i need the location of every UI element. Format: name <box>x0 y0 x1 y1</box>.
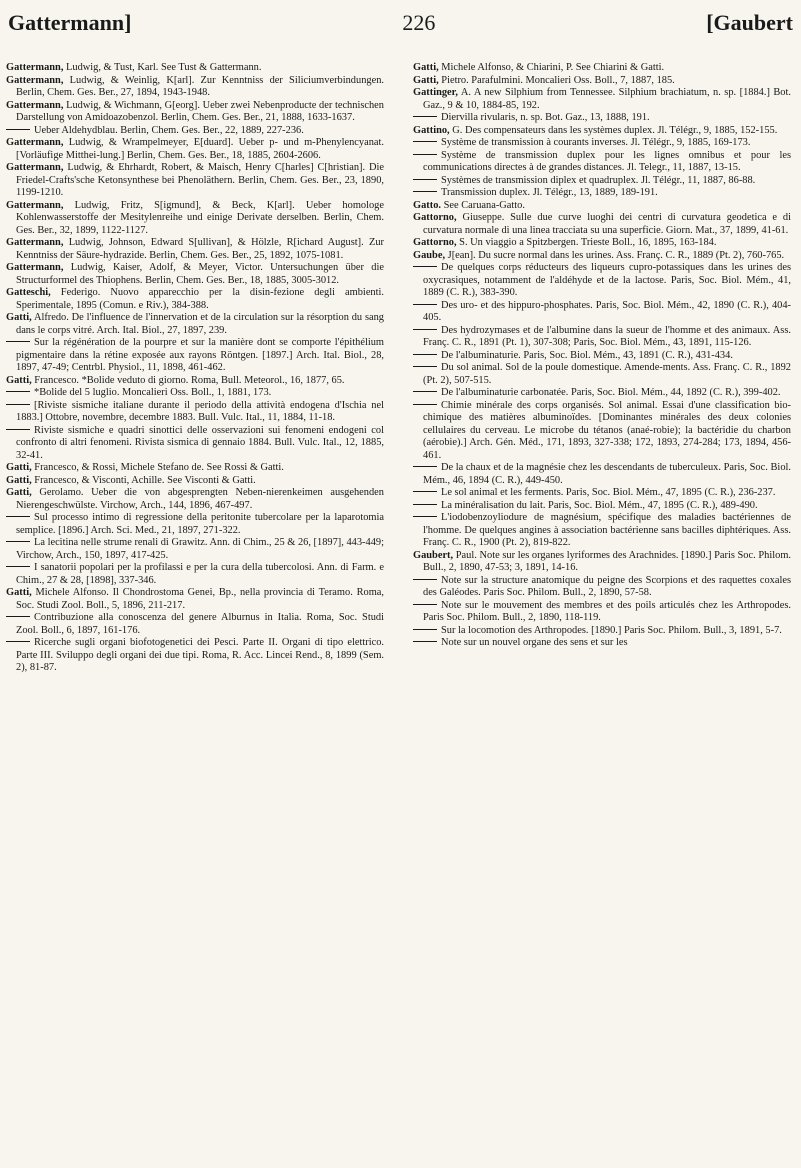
entry-text: L'iodobenzoyliodure de magnésium, spécifique des maladies bactériennes de l'homme. De quelques angines à association bactérienne sans bacilles diphtériques. Ass. Franç. C. R., 1900 (Pt. 2), 819-822. <box>423 512 791 548</box>
entry-author: Gattorno, <box>413 212 457 223</box>
entry-text: Sur la locomotion des Arthropodes. [1890.] Paris Soc. Philom. Bull., 3, 1891, 5-7. <box>441 624 782 636</box>
entry-author: Gatto. <box>413 199 441 211</box>
ditto-dash <box>413 466 437 467</box>
entry-text: Ueber Aldehydblau. Berlin, Chem. Ges. Ber., 22, 1889, 227-236. <box>34 124 304 136</box>
entry-text: Francesco. *Bolide veduto di giorno. Roma, Bull. Meteorol., 16, 1877, 65. <box>31 374 345 386</box>
bibliography-entry <box>6 537 384 562</box>
entry-text: Ludwig, Kaiser, Adolf, & Meyer, Victor. Untersuchungen über die Structurformel des Thiophens. Berlin, Chem. Ges. Ber., 18, 1885, 3005-3012. <box>16 262 384 286</box>
bibliography-entry <box>6 612 384 637</box>
entry-text: J[ean]. Du sucre normal dans les urines. Ass. Franç. C. R., 1889 (Pt. 2), 760-765. <box>445 249 785 261</box>
ditto-dash <box>413 516 437 517</box>
bibliography-entry <box>413 500 791 513</box>
ditto-dash <box>413 579 437 580</box>
entry-text: G. Des compensateurs dans les systèmes duplex. Jl. Télégr., 9, 1885, 152-155. <box>449 124 778 136</box>
bibliography-entry <box>6 312 384 337</box>
page-header <box>8 10 793 40</box>
ditto-dash <box>413 391 437 392</box>
entry-text: Ricerche sugli organi biofotogenetici dei Pesci. Parte II. Organi di tipo elettrico. Parte III. Sviluppo degli organi dei due tipi. Roma, R. Acc. Lincei Rend., 8, 1899 (Sem. 2), 81-87. <box>16 637 384 673</box>
entry-text: Transmission duplex. Jl. Télégr., 13, 1889, 189-191. <box>441 187 658 198</box>
bibliography-entry <box>413 350 791 363</box>
ditto-dash <box>413 629 437 630</box>
entry-author: Gatti, <box>413 62 439 73</box>
entry-text: Ludwig, & Weinlig, K[arl]. Zur Kenntniss der Siliciumverbindungen. Berlin, Chem. Ges. Ber., 27, 1894, 1943-1948. <box>16 74 384 98</box>
entry-text: Ludwig, Fritz, S[igmund], & Beck, K[arl]. Ueber homologe Kohlenwasserstoffe der Mesitylenreihe und einige Derivate derselben. Berlin, Chem. Ges. Ber., 32, 1899, 1122-1127. <box>16 199 384 236</box>
entry-text: De l'albuminaturie carbonatée. Paris, Soc. Biol. Mém., 44, 1892 (C. R.), 399-402. <box>441 387 781 398</box>
ditto-dash <box>6 391 30 392</box>
entry-text: De quelques corps réducteurs des liqueurs cupro-potassiques dans les urines des oxycrasiques, notamment de l'aldéhyde et de la lactose. Paris, Soc. Biol. Mém., 41, 1889 (C. R.), 383-390. <box>423 262 791 298</box>
ditto-dash <box>413 304 437 305</box>
entry-author: Gattermann, <box>6 237 64 248</box>
ditto-dash <box>413 154 437 155</box>
entry-text: S. Un viaggio a Spitzbergen. Trieste Boll., 16, 1895, 163-184. <box>456 237 717 248</box>
bibliography-entry <box>413 237 791 250</box>
bibliography-entry <box>413 512 791 550</box>
bibliography-entry <box>413 325 791 350</box>
entry-text: Systèmes de transmission diplex et quadruplex. Jl. Télégr., 11, 1887, 86-88. <box>441 174 756 186</box>
ditto-dash <box>6 341 30 342</box>
entry-text: Note sur le mouvement des membres et des poils articulés chez les Arthropodes. Paris Soc. Philom. Bull., 2, 1890, 118-119. <box>423 599 791 623</box>
entry-text: Francesco, & Rossi, Michele Stefano de. See Rossi & Gatti. <box>31 462 284 473</box>
header-right: [Gaubert <box>706 10 793 35</box>
bibliography-entry <box>413 87 791 112</box>
ditto-dash <box>413 179 437 180</box>
bibliography-entry <box>413 462 791 487</box>
entry-author: Gatti, <box>413 74 439 86</box>
entry-text: See Caruana-Gatto. <box>441 199 525 211</box>
bibliography-entry <box>6 137 384 162</box>
right-column <box>413 62 791 650</box>
bibliography-entry <box>6 200 384 238</box>
entry-text: Ludwig, & Ehrhardt, Robert, & Maisch, Henry C[harles] C[hristian]. Die Friedel-Crafts'sche Ketonsynthese bei Phenoläthern. Berlin, Chem. Ges. Ber., 23, 1890, 1199-1210. <box>16 162 384 198</box>
bibliography-entry <box>6 462 384 475</box>
ditto-dash <box>6 404 30 405</box>
entry-text: Pietro. Parafulmini. Moncalieri Oss. Boll., 7, 1887, 185. <box>438 74 675 86</box>
entry-text: Note sur un nouvel organe des sens et sur les <box>441 637 628 648</box>
bibliography-entry <box>6 425 384 463</box>
bibliography-entry <box>6 512 384 537</box>
bibliography-entry <box>413 487 791 500</box>
bibliography-entry <box>6 75 384 100</box>
ditto-dash <box>413 116 437 117</box>
ditto-dash <box>6 541 30 542</box>
bibliography-entry <box>413 175 791 188</box>
bibliography-entry <box>413 62 791 75</box>
header-left: Gattermann] <box>8 10 132 35</box>
entry-author: Gattermann, <box>6 162 64 173</box>
ditto-dash <box>413 404 437 405</box>
bibliography-entry <box>413 575 791 600</box>
ditto-dash <box>413 354 437 355</box>
bibliography-entry <box>6 62 384 75</box>
bibliography-entry <box>413 600 791 625</box>
bibliography-entry <box>6 637 384 675</box>
entry-author: Gattinger, <box>413 87 458 98</box>
entry-text: La lecitina nelle strume renali di Grawitz. Ann. di Chim., 25 & 26, [1897], 443-449; Virchow, Arch., 150, 1897, 417-425. <box>16 537 384 561</box>
entry-text: Contribuzione alla conoscenza del genere Alburnus in Italia. Roma, Soc. Studi Zool. Boll., 6, 1897, 161-176. <box>16 612 384 636</box>
bibliography-entry <box>6 125 384 138</box>
entry-text: Federigo. Nuovo apparecchio per la disin-fezione degli ambienti. Sperimentale, 1895 (Comun. e Riv.), 384-388. <box>16 287 384 311</box>
entry-text: De la chaux et de la magnésie chez les descendants de tuberculeux. Paris, Soc. Biol. Mém., 46, 1894 (C. R.), 449-450. <box>423 462 791 486</box>
entry-text: De l'albuminaturie. Paris, Soc. Biol. Mém., 43, 1891 (C. R.), 431-434. <box>441 349 733 361</box>
bibliography-entry <box>413 387 791 400</box>
bibliography-entry <box>6 237 384 262</box>
bibliography-entry <box>413 300 791 325</box>
entry-text: Ludwig, & Wichmann, G[eorg]. Ueber zwei Nebenproducte der technischen Darstellung von Amidoazobenzol. Berlin, Chem. Ges. Ber., 21, 1888, 1633-1637. <box>16 99 384 123</box>
entry-text: Paul. Note sur les organes lyriformes des Arachnides. [1890.] Paris Soc. Philom. Bull., 2, 1890, 47-53; 3, 1891, 14-16. <box>423 549 791 573</box>
bibliography-entry <box>413 400 791 463</box>
left-column <box>6 62 384 675</box>
entry-text: Ludwig, Johnson, Edward S[ullivan], & Hölzle, R[ichard August]. Zur Kenntniss der Säure-hydrazide. Berlin, Chem. Ges. Ber., 25, 1892, 1075-1081. <box>16 237 384 261</box>
entry-author: Gatteschi, <box>6 287 51 298</box>
entry-text: Des hydrozymases et de l'albumine dans la sueur de l'homme et des animaux. Ass. Franç. C. R., 1891 (Pt. 1), 307-308; Paris, Soc. Biol. Mém., 43, 1891, 115-126. <box>423 324 791 348</box>
entry-text: Michele Alfonso, & Chiarini, P. See Chiarini & Gatti. <box>438 62 665 73</box>
bibliography-entry <box>413 187 791 200</box>
bibliography-entry <box>413 637 791 650</box>
ditto-dash <box>6 616 30 617</box>
ditto-dash <box>413 366 437 367</box>
bibliography-entry <box>413 262 791 300</box>
ditto-dash <box>6 129 30 130</box>
bibliography-entry <box>413 137 791 150</box>
bibliography-entry <box>6 400 384 425</box>
entry-text: Giuseppe. Sulle due curve luoghi dei centri di curvatura geodetica e di curvatura normale di una linea tracciata su una superficie. Giorn. Mat., 37, 1899, 41-61. <box>423 212 791 236</box>
ditto-dash <box>6 641 30 642</box>
ditto-dash <box>413 329 437 330</box>
entry-author: Gattermann, <box>6 262 64 273</box>
ditto-dash <box>6 566 30 567</box>
entry-author: Gatti, <box>6 587 32 598</box>
ditto-dash <box>413 641 437 642</box>
entry-author: Gattermann, <box>6 74 64 86</box>
entry-text: Michele Alfonso. Il Chondrostoma Genei, Bp., nella provincia di Teramo. Roma, Soc. Studi Zool. Boll., 5, 1896, 211-217. <box>16 587 384 611</box>
entry-author: Gatti, <box>6 312 32 323</box>
entry-author: Gaubert, <box>413 549 454 561</box>
bibliography-entry <box>6 562 384 587</box>
entry-text: Chimie minérale des corps organisés. Sol animal. Essai d'une classification bio-chimique des matières albuminoïdes. [Dominantes minérales des deux colonies cellulaires du cerveau. Le microbe du tétanos (anaé-robie); la bactéridie du charbon (aérobie).] Arch. Gén. Méd., 171, 1893, 327-338; 172, 1893, 274-284; 173, 1894, 456-461. <box>423 399 791 461</box>
entry-text: Sur la régénération de la pourpre et sur la manière dont se comporte l'épithélium pigmentaire dans la rétine exposée aux rayons Röntgen. [1897.] Arch. Ital. Biol., 28, 1897, 47-49; Centrbl. Physiol., 11, 1898, 461-462. <box>16 337 384 373</box>
entry-author: Gattino, <box>413 124 450 136</box>
entry-text: Francesco, & Visconti, Achille. See Visconti & Gatti. <box>31 474 256 486</box>
entry-text: Système de transmission à courants inverses. Jl. Télégr., 9, 1885, 169-173. <box>441 137 751 148</box>
bibliography-entry <box>413 550 791 575</box>
bibliography-entry <box>413 250 791 263</box>
entry-text: La minéralisation du lait. Paris, Soc. Biol. Mém., 47, 1895 (C. R.), 489-490. <box>441 499 758 511</box>
bibliography-entry <box>6 100 384 125</box>
ditto-dash <box>6 516 30 517</box>
bibliography-entry <box>6 587 384 612</box>
entry-text: Gerolamo. Ueber die von abgesprengten Neben-nierenkeimen ausgehenden Nierengeschwülste. Virchow, Arch., 144, 1896, 467-497. <box>16 487 384 511</box>
bibliography-entry <box>6 262 384 287</box>
bibliography-entry <box>413 125 791 138</box>
bibliography-entry <box>6 375 384 388</box>
entry-text: Riviste sismiche e quadri sinottici delle osservazioni sui fenomeni endogeni col confronto di altri fenomeni. Rivista sismica di gennaio 1884. Bull. Vulc. Ital., 12, 1885, 32-41. <box>16 424 384 461</box>
entry-text: I sanatorii popolari per la profilassi e per la cura della tubercolosi. Ann. di Farm. e Chim., 27 & 28, [1898], 337-346. <box>16 562 384 586</box>
entry-author: Gatti, <box>6 374 32 386</box>
entry-author: Gatti, <box>6 462 32 473</box>
bibliography-entry <box>6 337 384 375</box>
bibliography-entry <box>413 362 791 387</box>
entry-author: Gaube, <box>413 249 446 261</box>
ditto-dash <box>413 504 437 505</box>
bibliography-entry <box>413 212 791 237</box>
entry-text: *Bolide del 5 luglio. Moncalieri Oss. Boll., 1, 1881, 173. <box>34 387 272 398</box>
entry-author: Gattermann, <box>6 137 64 148</box>
entry-author: Gatti, <box>6 474 32 486</box>
page-number: 226 <box>402 10 436 35</box>
entry-text: Ludwig, & Wrampelmeyer, E[duard]. Ueber p- und m-Phenylencyanat. [Vorläufige Mitthei-lung.] Berlin, Chem. Ges. Ber., 18, 1885, 2604-2606. <box>16 137 384 161</box>
ditto-dash <box>413 141 437 142</box>
entry-text: [Riviste sismiche italiane durante il periodo della attività endogena d'Ischia nel 1883.] Ottobre, novembre, decembre 1883. Bull. Vulc. Ital., 11, 1884, 11-18. <box>16 399 384 423</box>
entry-text: Alfredo. De l'influence de l'innervation et de la circulation sur la résorption du sang dans le corps vitré. Arch. Ital. Biol., 27, 1897, 239. <box>16 312 384 336</box>
entry-text: Du sol animal. Sol de la poule domestique. Amende-ments. Ass. Franç. C. R., 1892 (Pt. 2), 507-515. <box>423 362 791 386</box>
entry-text: Le sol animal et les ferments. Paris, Soc. Biol. Mém., 47, 1895 (C. R.), 236-237. <box>441 487 776 498</box>
entry-text: Diervilla rivularis, n. sp. Bot. Gaz., 13, 1888, 191. <box>441 112 650 123</box>
ditto-dash <box>413 604 437 605</box>
bibliography-entry <box>6 387 384 400</box>
entry-author: Gattermann, <box>6 99 64 111</box>
bibliography-entry <box>6 475 384 488</box>
entry-text: Ludwig, & Tust, Karl. See Tust & Gattermann. <box>63 62 262 73</box>
bibliography-entry <box>6 162 384 200</box>
entry-author: Gatti, <box>6 487 32 498</box>
bibliography-entry <box>6 487 384 512</box>
ditto-dash <box>413 491 437 492</box>
entry-author: Gattorno, <box>413 237 457 248</box>
bibliography-entry <box>413 625 791 638</box>
entry-text: A. A new Silphium from Tennessee. Silphium brachiatum, n. sp. [1884.] Bot. Gaz., 9 & 10, 1884-85, 192. <box>423 87 791 111</box>
ditto-dash <box>413 191 437 192</box>
entry-text: Des uro- et des hippuro-phosphates. Paris, Soc. Biol. Mém., 42, 1890 (C. R.), 404-405. <box>423 299 791 323</box>
ditto-dash <box>413 266 437 267</box>
bibliography-entry <box>413 75 791 88</box>
bibliography-entry <box>6 287 384 312</box>
ditto-dash <box>6 429 30 430</box>
bibliography-entry <box>413 150 791 175</box>
entry-author: Gattermann, <box>6 199 64 211</box>
entry-author: Gattermann, <box>6 62 64 73</box>
entry-text: Système de transmission duplex pour les lignes omnibus et pour les communications directes à de grandes distances. Jl. Telegr., 11, 1887, 13-15. <box>423 149 791 173</box>
entry-text: Note sur la structure anatomique du peigne des Scorpions et des raquettes coxales des Galéodes. Paris Soc. Philom. Bull., 2, 1890, 57-58. <box>423 574 791 598</box>
bibliography-entry <box>413 112 791 125</box>
entry-text: Sul processo intimo di regressione della peritonite tubercolare per la laparotomia semplice. [1896.] Arch. Sci. Med., 21, 1897, 271-322. <box>16 512 384 536</box>
bibliography-entry <box>413 200 791 213</box>
